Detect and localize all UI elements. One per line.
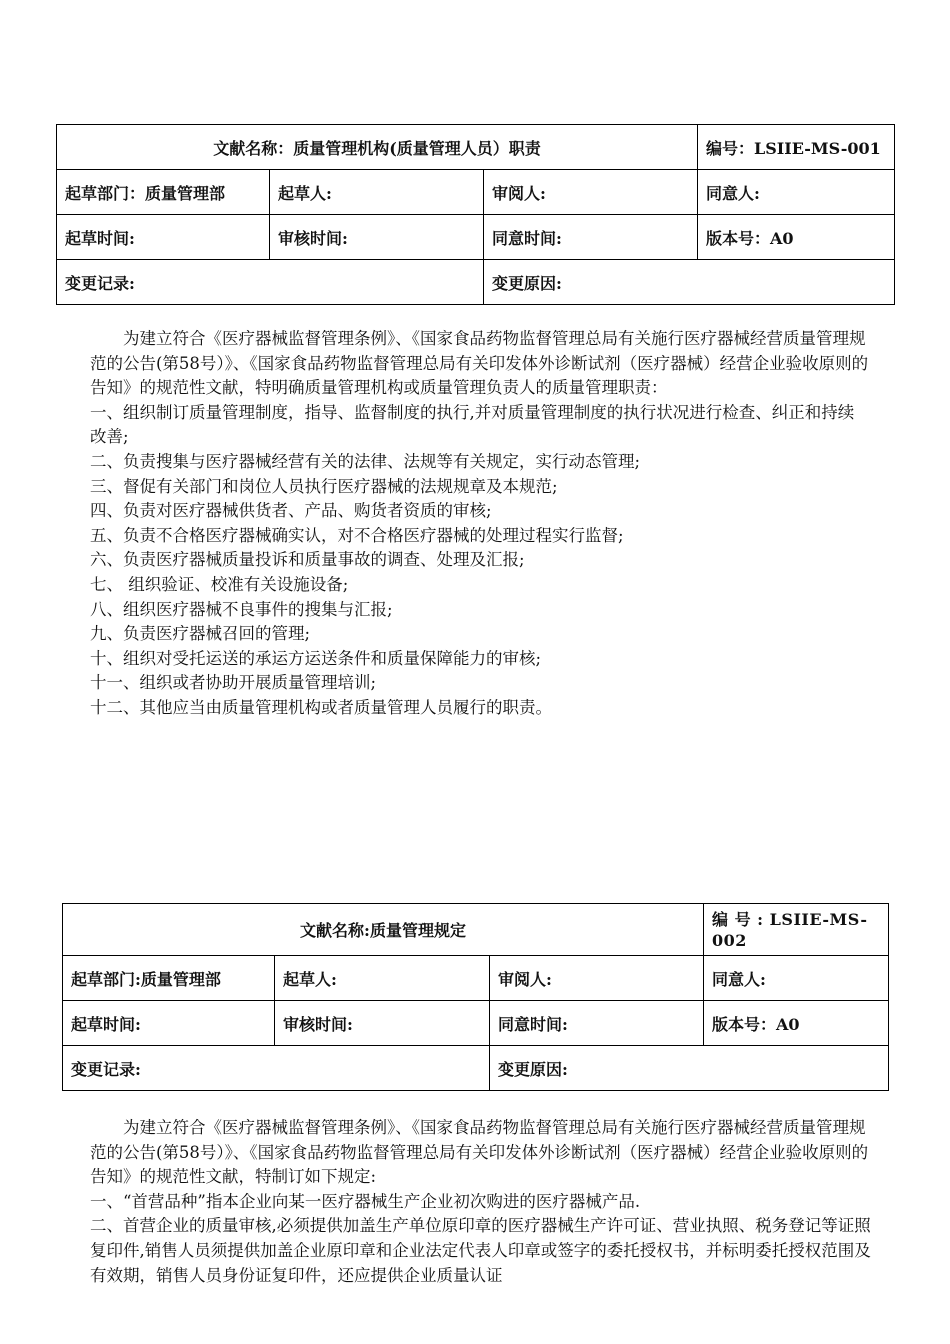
duty-item: 九、负责医疗器械召回的管理;	[90, 624, 311, 644]
document-header-table-1	[56, 124, 895, 305]
change-reason-field: 变更原因:	[490, 1046, 889, 1091]
duty-item: 二、负责搜集与医疗器械经营有关的法律、法规等有关规定，实行动态管理;	[90, 451, 641, 471]
change-log-field: 变更记录:	[63, 1046, 490, 1091]
duty-item: 八、组织医疗器械不良事件的搜集与汇报;	[90, 599, 393, 619]
approve-time-field: 同意时间:	[484, 215, 698, 260]
review-time-field: 审核时间:	[270, 215, 484, 260]
duty-item: 三、督促有关部门和岗位人员执行医疗器械的法规规章及本规范;	[90, 476, 558, 496]
approve-time-field: 同意时间:	[490, 1001, 704, 1046]
duty-item: 四、负责对医疗器械供货者、产品、购货者资质的审核;	[90, 501, 492, 521]
duty-item: 十一、组织或者协助开展质量管理培训;	[90, 673, 377, 693]
document-title: 文献名称：质量管理机构(质量管理人员）职责	[57, 125, 698, 170]
draft-department: 起草部门:质量管理部	[63, 956, 275, 1001]
duty-item: 一、组织制订质量管理制度，指导、监督制度的执行,并对质量管理制度的执行状况进行检查、纠正和持续改善;	[90, 402, 855, 447]
reviewer-field: 审阅人:	[490, 956, 704, 1001]
draft-department: 起草部门：质量管理部	[57, 170, 270, 215]
change-reason-field: 变更原因:	[484, 260, 895, 305]
reviewer-field: 审阅人:	[484, 170, 698, 215]
version-field: 版本号：A0	[698, 215, 895, 260]
drafter-field: 起草人:	[275, 956, 490, 1001]
draft-time-field: 起草时间:	[63, 1001, 275, 1046]
duty-item: 六、负责医疗器械质量投诉和质量事故的调查、处理及汇报;	[90, 550, 525, 570]
intro-paragraph: 为建立符合《医疗器械监督管理条例》、《国家食品药物监督管理总局有关施行医疗器械经营质量管理规范的公告(第58号）》、《国家食品药物监督管理总局有关印发体外诊断试剂（医疗器械）经营企业验收原则的告知》的规范性文献，特制订如下规定:	[90, 1118, 869, 1187]
approver-field: 同意人:	[704, 956, 889, 1001]
intro-paragraph: 为建立符合《医疗器械监督管理条例》、《国家食品药物监督管理总局有关施行医疗器械经营质量管理规范的公告(第58号）》、《国家食品药物监督管理总局有关印发体外诊断试剂（医疗器械）经营企业验收原则的告知》的规范性文献，特明确质量管理机构或质量管理负责人的质量管理职责：	[90, 329, 869, 398]
duty-item: 五、负责不合格医疗器械确实认，对不合格医疗器械的处理过程实行监督;	[90, 525, 624, 545]
document-title: 文献名称:质量管理规定	[63, 904, 704, 956]
document-number: 编 号 : LSIIE-MS-002	[704, 904, 889, 956]
duty-item: 十、组织对受托运送的承运方运送条件和质量保障能力的审核;	[90, 648, 542, 668]
document-number: 编号：LSIIE-MS-001	[698, 125, 895, 170]
draft-time-field: 起草时间:	[57, 215, 270, 260]
document-body-2	[90, 1116, 875, 1288]
duty-item: 十二、其他应当由质量管理机构或者质量管理人员履行的职责。	[90, 697, 552, 717]
document-body-1	[90, 327, 870, 721]
document-header-table-2	[62, 903, 889, 1091]
review-time-field: 审核时间:	[275, 1001, 490, 1046]
rule-item: 一、“首营品种”指本企业向某一医疗器械生产企业初次购进的医疗器械产品.	[90, 1191, 641, 1211]
rule-item: 二、首营企业的质量审核,必须提供加盖生产单位原印章的医疗器械生产许可证、营业执照、税务登记等证照复印件,销售人员须提供加盖企业原印章和企业法定代表人印章或签字的委托授权书，并标明委托授权范围及有效期，销售人员身份证复印件，还应提供企业质量认证	[90, 1216, 871, 1285]
duty-item: 七、 组织验证、校准有关设施设备;	[90, 574, 349, 594]
drafter-field: 起草人:	[270, 170, 484, 215]
version-field: 版本号：A0	[704, 1001, 889, 1046]
approver-field: 同意人:	[698, 170, 895, 215]
change-log-field: 变更记录:	[57, 260, 484, 305]
